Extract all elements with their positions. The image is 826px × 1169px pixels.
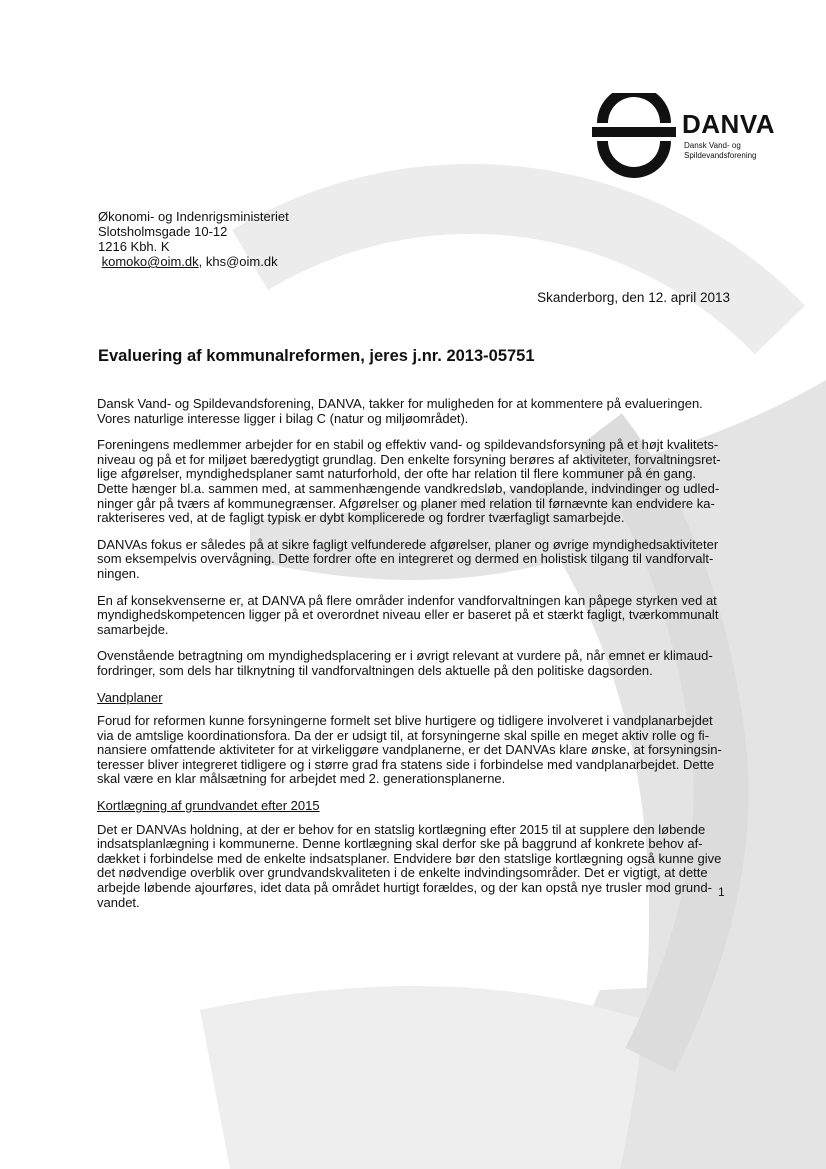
text-line: fordringer, som dels har tilknytning til vandforvaltningen dels aktuelle på den politiske dagsorden.	[97, 662, 653, 678]
danva-emblem-icon	[590, 93, 678, 178]
text-line: indsatsplanlægning i kommunerne. Denne kortlægning skal derfor ske på baggrund af konkrete behov af-	[97, 836, 703, 852]
danva-logo	[590, 93, 790, 178]
danva-subtitle-line2: Spildevandsforening	[684, 151, 757, 160]
email-khs: khs@oim.dk	[205, 254, 278, 269]
text-line: lige afgørelser, myndighedsplaner samt naturforhold, der ofte har relation til flere kommuner på én gang.	[97, 466, 697, 482]
recipient-city: 1216 Kbh. K	[98, 239, 170, 254]
recipient-street: Slotsholmsgade 10-12	[98, 224, 228, 239]
text-line: Det er DANVAs holdning, at der er behov for en statslig kortlægning efter 2015 til at supplere den løbende	[97, 821, 706, 837]
paragraph-members	[97, 438, 735, 526]
section-heading-kortlaegning: Kortlægning af grundvandet efter 2015	[97, 798, 320, 814]
email-separator: ,	[198, 254, 206, 269]
paragraph-focus	[97, 538, 735, 582]
text-line: ningen.	[97, 565, 140, 581]
text-line: niveau og på et for miljøet bæredygtigt grundlag. Den enkelte forsyning berøres af aktiviteter, forvaltningsret-	[97, 451, 721, 467]
recipient-name: Økonomi- og Indenrigsministeriet	[98, 209, 289, 224]
letter-date: Skanderborg, den 12. april 2013	[537, 290, 730, 305]
text-line: samarbejde.	[97, 621, 169, 637]
paragraph-vandplaner	[97, 714, 735, 787]
paragraph-climate	[97, 649, 735, 678]
section-heading-vandplaner: Vandplaner	[97, 689, 163, 705]
text-line: rakteriseres ved, at de fagligt typisk er dybt komplicerede og fordrer tværfagligt samarbejde.	[97, 510, 625, 526]
text-line: teresser bliver integreret tidligere og i større grad fra statens side i forbindelse med vandplanarbejdet. Dette	[97, 756, 715, 772]
text-line: En af konsekvenserne er, at DANVA på flere områder indenfor vandforvaltningen kan påpege styrken ved at	[97, 592, 717, 608]
text-line: Dansk Vand- og Spildevandsforening, DANVA, takker for muligheden for at kommentere på evalueringen.	[97, 396, 703, 411]
text-line: nansiere omfattende aktiviteter for at virkeliggøre vandplanerne, er det DANVAs klare ønske, at forsyningsin-	[97, 742, 722, 758]
recipient-address	[98, 209, 289, 269]
text-line: som eksempelvis overvågning. Dette fordrer ofte en integreret og dermed en holistisk tilgang til vandforvalt-	[97, 551, 714, 567]
text-line: ninger går på tværs af kommunegrænser. Afgørelser og planer med relation til førnævnte kan endvidere ka-	[97, 495, 715, 511]
text-line: Forud for reformen kunne forsyningerne formelt set blive hurtigere og tidligere involveret i vandplanarbejdet	[97, 713, 713, 729]
paragraph-consequences	[97, 594, 735, 638]
text-line: vandet.	[97, 894, 140, 910]
paragraph-intro	[97, 397, 735, 426]
danva-brand-name: DANVA	[682, 109, 776, 139]
letter-body	[97, 397, 735, 910]
page-number: 1	[718, 885, 725, 899]
text-line: myndighedskompetencen ligger på et overordnet niveau eller er baseret på et stærkt fagligt, tværkommunalt	[97, 607, 719, 623]
text-line: via de amtslige koordinationsfora. Da der er udsigt til, at forsyningerne skal spille en meget aktiv rolle og fi-	[97, 727, 710, 743]
recipient-emails	[98, 254, 289, 269]
text-line: DANVAs fokus er således på at sikre fagligt velfunderede afgørelser, planer og øvrige myndighedsaktiviteter	[97, 536, 719, 552]
text-line: Vores naturlige interesse ligger i bilag C (natur og miljøområdet).	[97, 410, 469, 426]
text-line: Foreningens medlemmer arbejder for en stabil og effektiv vand- og spildevandsforsyning på et højt kvalitets-	[97, 437, 719, 453]
danva-subtitle-line1: Dansk Vand- og	[684, 141, 741, 150]
email-link-komoko[interactable]: komoko@oim.dk	[101, 254, 199, 269]
text-line: dækket i forbindelse med de enkelte indsatsplaner. Endvidere bør den statslige kortlægning også kunne give	[97, 850, 722, 866]
text-line: det nødvendige overblik over grundvandskvaliteten i de enkelte indvindingsområder. Det er vigtigt, at dette	[97, 865, 708, 881]
text-line: arbejde løbende ajourføres, idet data på området hurtigt forældes, og der kan opstå nye trusler mod grund-	[97, 880, 712, 896]
letter-title: Evaluering af kommunalreformen, jeres j.nr. 2013-05751	[98, 347, 535, 365]
text-line: skal være en klar målsætning for arbejdet med 2. generationsplanerne.	[97, 771, 506, 787]
text-line: Dette hænger bl.a. sammen med, at sammenhængende vandkredsløb, vandoplande, indvindinger og udled-	[97, 480, 720, 496]
text-line: Ovenstående betragtning om myndighedsplacering er i øvrigt relevant at vurdere på, når emnet er klimaud-	[97, 648, 713, 664]
paragraph-kortlaegning	[97, 823, 735, 911]
